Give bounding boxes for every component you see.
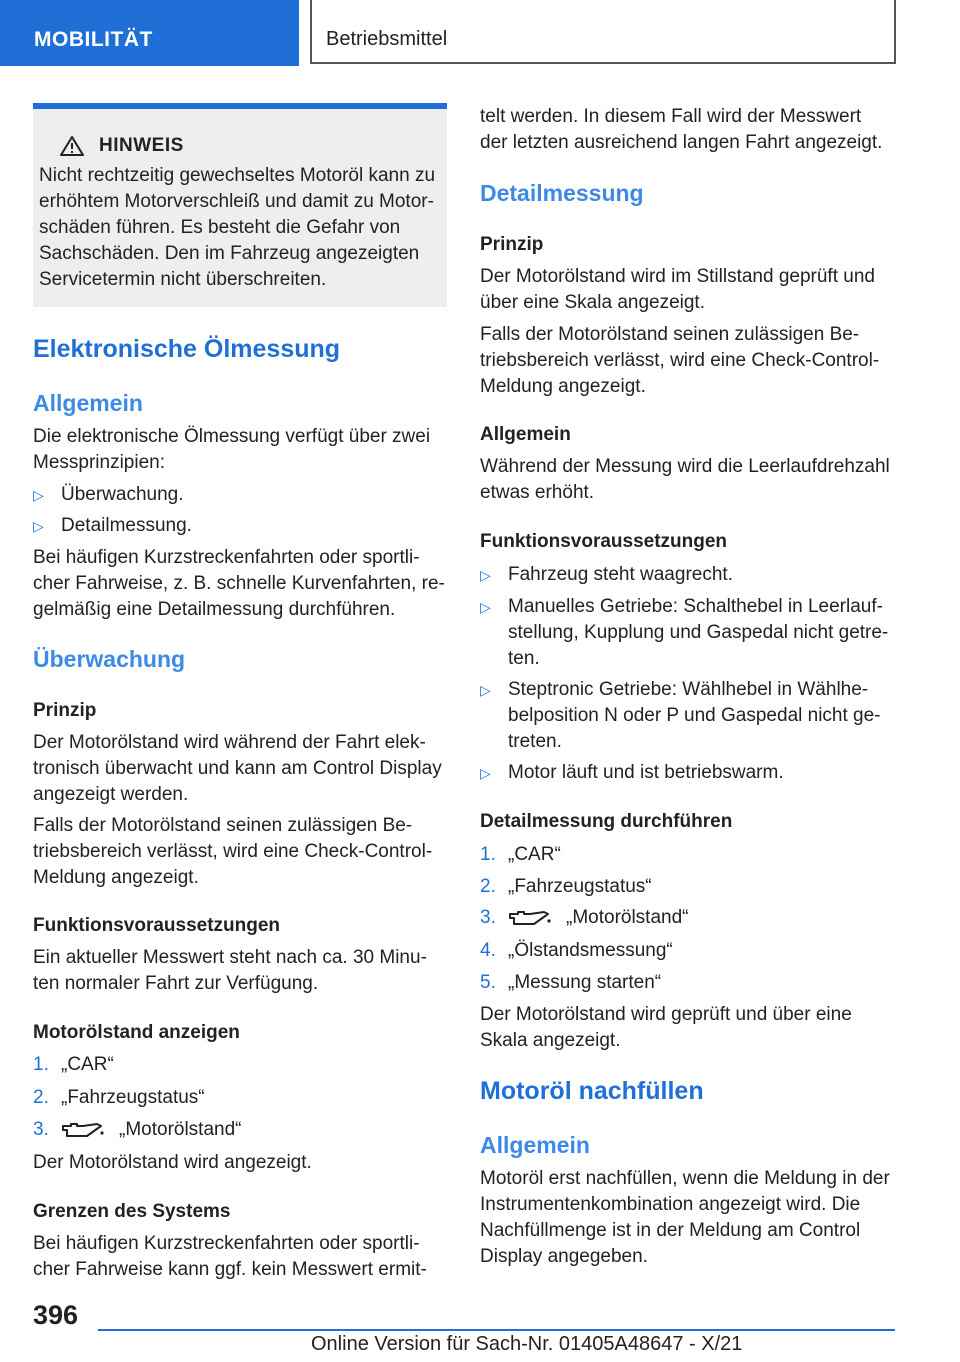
list-item	[480, 760, 900, 786]
warning-title	[59, 135, 441, 157]
list-item-text: Fahrzeug steht waagrecht.	[508, 564, 733, 585]
list-item	[480, 594, 900, 672]
oil-can-icon	[508, 908, 552, 928]
chapter-tab	[310, 0, 896, 64]
step-item	[33, 1052, 447, 1078]
heading-prinzip: Prinzip	[33, 700, 97, 721]
warning-line: schäden führen. Es besteht die Gefahr von	[39, 217, 401, 238]
step-number: 2.	[33, 1087, 49, 1108]
paragraph: Der Motorölstand wird angezeigt.	[33, 1152, 312, 1173]
text-line: Manuelles Getriebe: Schalthebel in Leerlauf-	[508, 596, 883, 617]
paragraph	[480, 104, 900, 156]
paragraph	[33, 424, 447, 476]
warning-line: Nicht rechtzeitig gewechseltes Motoröl kann zu	[39, 165, 436, 186]
step-item	[480, 905, 900, 931]
paragraph	[480, 1002, 900, 1054]
text-line: cher Fahrweise kann ggf. kein Messwert ermit-	[33, 1259, 427, 1280]
step-number: 1.	[33, 1054, 49, 1075]
page-number: 396	[33, 1300, 79, 1330]
text-line: Messprinzipien:	[33, 452, 165, 473]
text-line: Die elektronische Ölmessung verfügt über zwei	[33, 426, 431, 447]
text-line: Meldung angezeigt.	[33, 867, 199, 888]
list-item	[33, 482, 447, 508]
heading-allgemein: Allgemein	[480, 1132, 590, 1158]
chapter-label: Betriebsmittel	[326, 28, 448, 50]
heading-grenzen-des-systems: Grenzen des Systems	[33, 1201, 231, 1222]
text-line: gelmäßig eine Detailmessung durchführen.	[33, 599, 396, 620]
step-text: „Ölstandsmessung“	[508, 940, 673, 961]
warning-line: Servicetermin nicht überschreiten.	[39, 269, 327, 290]
oil-can-icon	[61, 1120, 105, 1140]
text-line: triebsbereich verlässt, wird eine Check-Control-	[480, 350, 880, 371]
paragraph	[480, 1166, 900, 1270]
warning-title-text: HINWEIS	[99, 135, 184, 156]
warning-line: erhöhtem Motorverschleiß und damit zu Motor-	[39, 191, 434, 212]
text-line: Bei häufigen Kurzstreckenfahrten oder sportli-	[33, 1233, 420, 1254]
text-line: Bei häufigen Kurzstreckenfahrten oder sportli-	[33, 547, 420, 568]
text-line: Steptronic Getriebe: Wählhebel in Wählhe-	[508, 679, 869, 700]
warning-icon	[59, 135, 85, 157]
triangle-bullet-icon: ▷	[480, 599, 491, 615]
text-line: ten normaler Fahrt zur Verfügung.	[33, 973, 319, 994]
step-number: 2.	[480, 876, 496, 897]
step-item	[480, 874, 900, 900]
list-item-text: Motor läuft und ist betriebswarm.	[508, 762, 784, 783]
step-number: 4.	[480, 940, 496, 961]
text-line: Instrumentenkombination angezeigt wird. Die	[480, 1194, 861, 1215]
heading-detailmessung-durchfuehren: Detailmessung durchführen	[480, 811, 733, 832]
step-number: 3.	[480, 907, 496, 928]
triangle-bullet-icon: ▷	[33, 487, 44, 503]
text-line: etwas erhöht.	[480, 482, 595, 503]
heading-detailmessung: Detailmessung	[480, 180, 644, 206]
paragraph	[33, 730, 447, 808]
footer-divider	[98, 1329, 895, 1331]
heading-ueberwachung: Überwachung	[33, 646, 186, 672]
text-line: Der Motorölstand wird geprüft und über eine	[480, 1004, 852, 1025]
step-item	[33, 1085, 447, 1111]
paragraph	[33, 945, 447, 997]
text-line: stellung, Kupplung und Gaspedal nicht getre-	[508, 622, 889, 643]
paragraph	[33, 813, 447, 891]
text-line: Meldung angezeigt.	[480, 376, 646, 397]
heading-allgemein: Allgemein	[33, 390, 143, 416]
text-line: tronisch überwacht und kann am Control Display	[33, 758, 442, 779]
paragraph	[480, 322, 900, 400]
heading-funktionsvoraussetzungen: Funktionsvoraussetzungen	[480, 531, 728, 552]
text-line: Motoröl erst nachfüllen, wenn die Meldung in der	[480, 1168, 890, 1189]
triangle-bullet-icon: ▷	[480, 765, 491, 781]
heading-allgemein: Allgemein	[480, 424, 571, 445]
triangle-bullet-icon: ▷	[33, 518, 44, 534]
step-item	[480, 970, 900, 996]
text-line: angezeigt werden.	[33, 784, 189, 805]
list-item	[33, 513, 447, 539]
heading-motoroel-nachfuellen: Motoröl nachfüllen	[480, 1077, 704, 1105]
step-number: 5.	[480, 972, 496, 993]
heading-prinzip: Prinzip	[480, 234, 544, 255]
step-text: „Fahrzeugstatus“	[61, 1087, 205, 1108]
text-line: Falls der Motorölstand seinen zulässigen Be-	[33, 815, 413, 836]
list-item-text	[508, 677, 900, 755]
paragraph	[480, 264, 900, 316]
step-text: „Messung starten“	[508, 972, 662, 993]
text-line: über eine Skala angezeigt.	[480, 292, 705, 313]
warning-box	[33, 103, 447, 307]
text-line: belposition N oder P und Gaspedal nicht ge-	[508, 705, 881, 726]
step-text: „Motorölstand“	[119, 1119, 242, 1140]
text-line: Ein aktueller Messwert steht nach ca. 30 Minu-	[33, 947, 427, 968]
text-line: triebsbereich verlässt, wird eine Check-Control-	[33, 841, 433, 862]
text-line: treten.	[508, 731, 562, 752]
paragraph	[33, 1231, 447, 1283]
triangle-bullet-icon: ▷	[480, 682, 491, 698]
step-item	[480, 842, 900, 868]
heading-elektronische-oelmessung: Elektronische Ölmessung	[33, 335, 341, 363]
triangle-bullet-icon: ▷	[480, 567, 491, 583]
step-text: „CAR“	[508, 844, 561, 865]
step-number: 1.	[480, 844, 496, 865]
step-text: „Motorölstand“	[566, 907, 689, 928]
step-item	[480, 938, 900, 964]
step-text: „Fahrzeugstatus“	[508, 876, 652, 897]
step-number: 3.	[33, 1119, 49, 1140]
section-tab	[0, 0, 299, 66]
text-line: Falls der Motorölstand seinen zulässigen Be-	[480, 324, 860, 345]
paragraph	[480, 454, 900, 506]
footer-version-text: Online Version für Sach-Nr. 01405A48647 - X/21	[311, 1333, 743, 1355]
step-content	[61, 1117, 447, 1143]
text-line: Während der Messung wird die Leerlaufdrehzahl	[480, 456, 890, 477]
list-item-text	[508, 594, 900, 672]
step-content	[508, 905, 900, 931]
warning-line: Sachschäden. Den im Fahrzeug angezeigten	[39, 243, 420, 264]
text-line: cher Fahrweise, z. B. schnelle Kurvenfahrten, re-	[33, 573, 445, 594]
heading-motoroelstand-anzeigen: Motorölstand anzeigen	[33, 1022, 240, 1043]
list-item-text: Detailmessung.	[61, 515, 192, 536]
text-line: Der Motorölstand wird während der Fahrt elek-	[33, 732, 426, 753]
text-line: Skala angezeigt.	[480, 1030, 621, 1051]
text-line: Der Motorölstand wird im Stillstand geprüft und	[480, 266, 875, 287]
text-line: Nachfüllmenge ist in der Meldung am Control	[480, 1220, 861, 1241]
list-item-text: Überwachung.	[61, 484, 184, 505]
list-item	[480, 677, 900, 755]
text-line: telt werden. In diesem Fall wird der Messwert	[480, 106, 862, 127]
heading-funktionsvoraussetzungen: Funktionsvoraussetzungen	[33, 915, 281, 936]
step-item	[33, 1117, 447, 1143]
list-item	[480, 562, 900, 588]
text-line: ten.	[508, 648, 540, 669]
step-text: „CAR“	[61, 1054, 114, 1075]
paragraph	[33, 545, 447, 623]
text-line: Display angegeben.	[480, 1246, 648, 1267]
text-line: der letzten ausreichend langen Fahrt angezeigt.	[480, 132, 883, 153]
section-label: MOBILITÄT	[34, 28, 153, 51]
